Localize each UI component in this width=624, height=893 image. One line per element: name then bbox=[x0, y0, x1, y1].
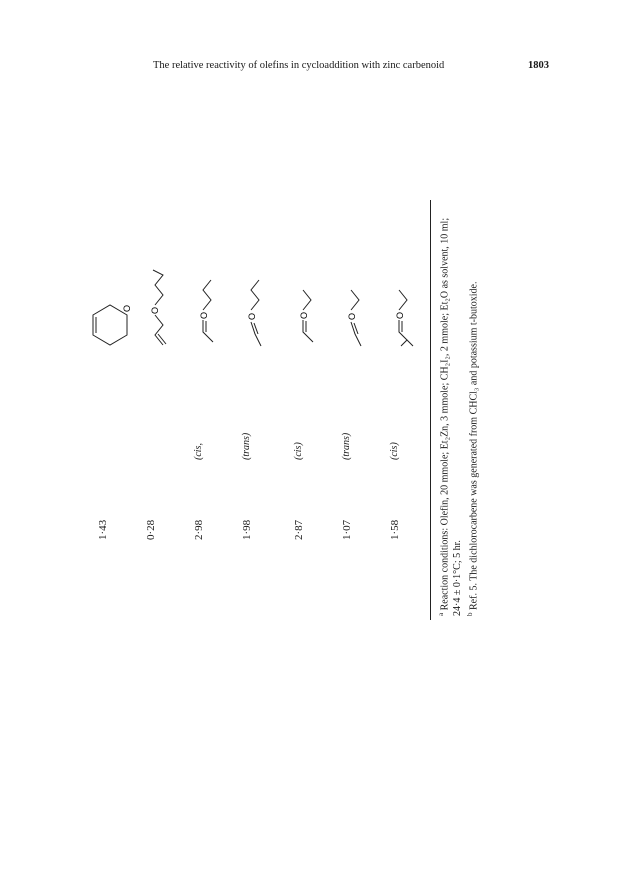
table-row bbox=[133, 200, 173, 620]
structure-butenyl-ether-cis bbox=[377, 260, 417, 350]
reactivity-value: 1·07 bbox=[341, 519, 353, 540]
structure-vinyl-ether-cis bbox=[181, 260, 221, 350]
svg-text:O: O bbox=[347, 312, 357, 320]
svg-text:O: O bbox=[199, 311, 209, 319]
table-row bbox=[229, 200, 269, 620]
isomer-note: (cis) bbox=[293, 442, 304, 460]
table-footnotes bbox=[435, 200, 481, 616]
footnote-b-mark: b bbox=[466, 612, 475, 616]
table-stage bbox=[85, 200, 485, 620]
isomer-note: (cis, bbox=[193, 443, 204, 460]
svg-text:O: O bbox=[299, 311, 309, 319]
rotated-table bbox=[85, 200, 485, 620]
structure-vinyl-ether-trans bbox=[229, 260, 269, 350]
footnote-b-text: Ref. 5. The dichlorocarbene was generated from CHCl₃ and potassium t-butoxide. bbox=[468, 281, 480, 610]
table-row bbox=[85, 200, 132, 620]
reactivity-value: 1·43 bbox=[97, 519, 109, 540]
reactivity-value: 0·28 bbox=[145, 519, 157, 540]
footnote-a-text: Reaction conditions: Olefin, 20 mmole; Et₂Zn, 3 mmole; CH₂I₂, 2 mmole; Et₂O as solvent, 10 ml; 24·4 ± 0·1°C; 5 hr. bbox=[439, 217, 464, 616]
page-header bbox=[0, 56, 624, 76]
table-row bbox=[329, 200, 369, 620]
structure-propenyl-ether-trans bbox=[329, 260, 369, 350]
table-row bbox=[281, 200, 321, 620]
svg-text:O: O bbox=[247, 312, 257, 320]
svg-text:O: O bbox=[395, 311, 405, 319]
isomer-note: (trans) bbox=[341, 432, 352, 460]
structure-allyl-ether bbox=[133, 260, 173, 350]
reactivity-value: 1·58 bbox=[389, 519, 401, 540]
svg-text:O: O bbox=[122, 304, 132, 312]
reactivity-value: 2·98 bbox=[193, 519, 205, 540]
footnote-rule bbox=[430, 200, 431, 620]
table-row bbox=[181, 200, 221, 620]
isomer-note: (trans) bbox=[241, 432, 252, 460]
running-title: The relative reactivity of olefins in cycloaddition with zinc carbenoid bbox=[153, 60, 445, 71]
svg-text:O: O bbox=[150, 306, 160, 314]
footnote-a bbox=[435, 200, 464, 616]
reactivity-value: 2·87 bbox=[293, 519, 305, 540]
isomer-note: (cis) bbox=[389, 442, 400, 460]
reactivity-value: 1·98 bbox=[241, 519, 253, 540]
footnote-b bbox=[464, 200, 480, 616]
footnote-a-mark: a bbox=[437, 612, 445, 616]
page-number: 1803 bbox=[528, 60, 549, 71]
structure-propenyl-ether-cis bbox=[281, 260, 321, 350]
structure-dihydropyran bbox=[85, 290, 135, 350]
table-row bbox=[377, 200, 417, 620]
